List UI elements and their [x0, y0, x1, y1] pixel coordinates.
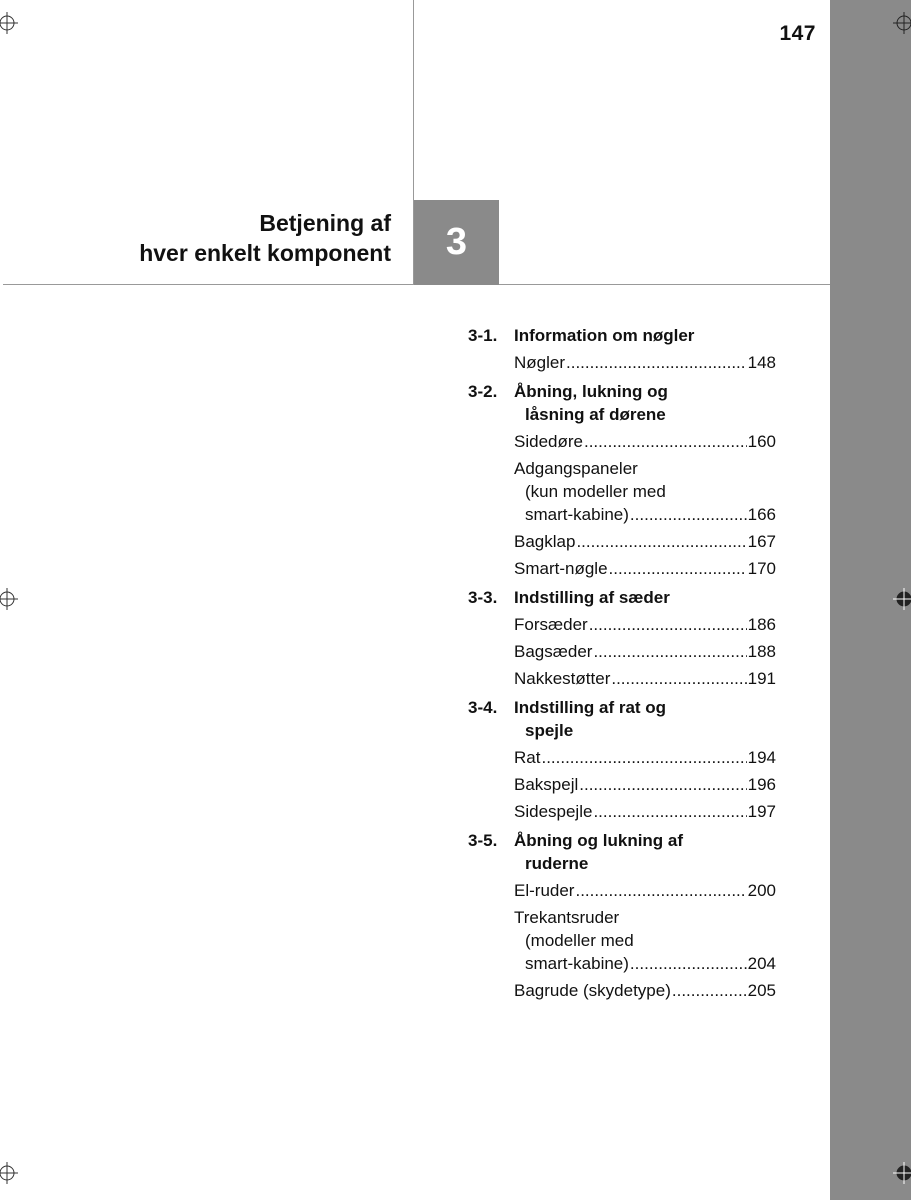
chapter-title — [31, 208, 391, 268]
toc-entry-page: 204 — [747, 954, 776, 973]
toc-section — [468, 380, 776, 580]
toc-entry[interactable] — [514, 457, 776, 526]
dot-leader — [589, 613, 747, 636]
toc-entry-label: Bakspejl — [514, 775, 579, 794]
toc-entry[interactable] — [514, 800, 776, 823]
toc-entry[interactable] — [514, 667, 776, 690]
toc-entry[interactable] — [514, 430, 776, 453]
toc-entry-line — [514, 800, 776, 823]
section-title — [514, 380, 776, 426]
chapter-title-line-2: hver enkelt komponent — [139, 240, 391, 266]
toc-entry-label: Bagrude (skydetype) — [514, 981, 671, 1000]
section-number: 3-4. — [468, 698, 498, 717]
dot-leader — [576, 530, 746, 553]
toc-entry-line — [514, 667, 776, 690]
toc-entry[interactable] — [514, 746, 776, 769]
toc-entry-page: 160 — [747, 432, 776, 451]
section-title-line: Åbning, lukning og — [514, 382, 668, 401]
section-title-line: låsning af dørene — [525, 405, 666, 424]
toc-entry-page: 200 — [747, 881, 776, 900]
toc-entry-line — [514, 351, 776, 374]
toc-entry-page: 197 — [747, 802, 776, 821]
toc-entry-page: 205 — [747, 981, 776, 1000]
dot-leader — [579, 773, 746, 796]
section-title — [514, 829, 776, 875]
toc-entry-line — [514, 503, 776, 526]
dot-leader — [672, 979, 747, 1002]
toc-entry-line — [514, 530, 776, 553]
toc-entry-page: 191 — [747, 669, 776, 688]
toc-entry[interactable] — [514, 906, 776, 975]
dot-leader — [630, 503, 747, 526]
dot-leader — [566, 351, 747, 374]
toc-entry-label: Forsæder — [514, 615, 588, 634]
toc-entry-label: Sidedøre — [514, 432, 583, 451]
toc-entry-page: 167 — [747, 532, 776, 551]
toc-entry-label: Sidespejle — [514, 802, 593, 821]
page-number: 147 — [779, 22, 816, 45]
toc-entry[interactable] — [514, 640, 776, 663]
chapter-title-line-1: Betjening af — [259, 210, 391, 236]
registration-mark-icon — [893, 1162, 911, 1184]
toc-section — [468, 324, 776, 374]
toc-entry-page: 188 — [747, 642, 776, 661]
section-title — [514, 586, 776, 609]
toc-entry-line — [514, 773, 776, 796]
toc-entry-line — [514, 979, 776, 1002]
section-title-line: Åbning og lukning af — [514, 831, 684, 850]
registration-mark-icon — [0, 12, 18, 34]
dot-leader — [630, 952, 747, 975]
toc-entry-page: 166 — [747, 505, 776, 524]
toc-entry-label: Nakkestøtter — [514, 669, 611, 688]
toc-entry-line — [514, 879, 776, 902]
dot-leader — [541, 746, 746, 769]
registration-mark-icon — [0, 588, 18, 610]
toc-entry-line — [514, 557, 776, 580]
toc-entry-label: El-ruder — [514, 881, 575, 900]
chapter-number-badge: 3 — [414, 200, 499, 285]
toc-section — [468, 696, 776, 823]
table-of-contents — [468, 324, 776, 1008]
toc-entry-line — [514, 746, 776, 769]
toc-entry[interactable] — [514, 979, 776, 1002]
toc-entry-label: Bagsæder — [514, 642, 593, 661]
toc-entry-line — [514, 613, 776, 636]
toc-entry-label-line: Trekantsruder — [514, 908, 620, 927]
toc-entry-page: 196 — [747, 775, 776, 794]
section-heading — [468, 380, 776, 426]
toc-entry-page: 194 — [747, 748, 776, 767]
toc-entry-line — [514, 640, 776, 663]
toc-entry-label: Rat — [514, 748, 541, 767]
toc-entry-label: smart-kabine) — [525, 505, 629, 524]
section-heading — [468, 829, 776, 875]
toc-entry[interactable] — [514, 530, 776, 553]
toc-entry-line — [514, 430, 776, 453]
section-heading — [468, 324, 776, 347]
dot-leader — [584, 430, 747, 453]
toc-entry-label: smart-kabine) — [525, 954, 629, 973]
toc-entry-page: 186 — [747, 615, 776, 634]
toc-entry-line — [514, 952, 776, 975]
section-title-line: ruderne — [525, 854, 589, 873]
toc-entry-label: Smart-nøgle — [514, 559, 608, 578]
section-title-line: Indstilling af rat og — [514, 698, 667, 717]
registration-mark-icon — [893, 588, 911, 610]
registration-mark-icon — [893, 12, 911, 34]
toc-section — [468, 829, 776, 1002]
toc-entry-label: Nøgler — [514, 353, 566, 372]
section-number: 3-1. — [468, 326, 498, 345]
toc-entry[interactable] — [514, 351, 776, 374]
toc-entry[interactable] — [514, 557, 776, 580]
section-number: 3-3. — [468, 588, 498, 607]
dot-leader — [593, 800, 746, 823]
section-title — [514, 324, 776, 347]
toc-section — [468, 586, 776, 690]
toc-entry-label-line: Adgangspaneler — [514, 459, 638, 478]
section-heading — [468, 696, 776, 742]
toc-entry[interactable] — [514, 773, 776, 796]
toc-entry-page: 148 — [747, 353, 776, 372]
section-number: 3-5. — [468, 831, 498, 850]
registration-mark-icon — [0, 1162, 18, 1184]
section-title — [514, 696, 776, 742]
section-title-line: Information om nøgler — [514, 326, 695, 345]
toc-entry-page: 170 — [747, 559, 776, 578]
section-title-line: spejle — [525, 721, 574, 740]
toc-entry-label: Bagklap — [514, 532, 576, 551]
section-title-line: Indstilling af sæder — [514, 588, 670, 607]
dot-leader — [575, 879, 746, 902]
toc-entry-label-line: (modeller med — [525, 931, 634, 950]
dot-leader — [593, 640, 746, 663]
section-heading — [468, 586, 776, 609]
toc-entry-label-line: (kun modeller med — [525, 482, 666, 501]
dot-leader — [609, 557, 747, 580]
toc-entry[interactable] — [514, 879, 776, 902]
dot-leader — [611, 667, 746, 690]
section-number: 3-2. — [468, 382, 498, 401]
toc-entry[interactable] — [514, 613, 776, 636]
